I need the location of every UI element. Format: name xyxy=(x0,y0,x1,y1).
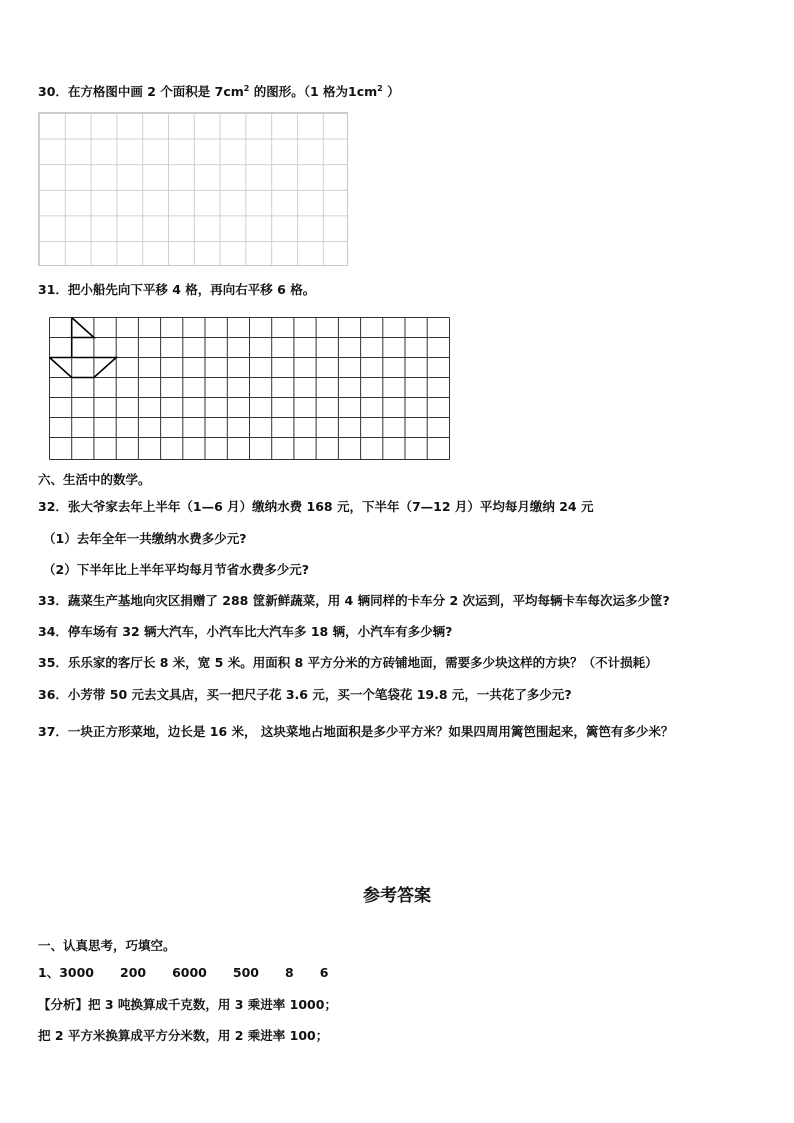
boat-shape xyxy=(50,318,117,378)
q30-text-after: ） xyxy=(382,84,400,99)
analysis-line-1: 【分析】把 3 吨换算成千克数，用 3 乘进率 1000； xyxy=(38,997,337,1012)
question-31: 31．把小船先向下平移 4 格，再向右平移 6 格。 xyxy=(38,282,316,297)
answer-1-value: 500 xyxy=(232,965,259,980)
q30-superscript-1: 2 xyxy=(243,83,250,93)
analysis-line-2: 把 2 平方米换算成平方分米数，用 2 乘进率 100； xyxy=(38,1028,329,1043)
question-32: 32．张大爷家去年上半年（1—6 月）缴纳水费 168 元，下半年（7—12 月）平均每月缴纳 24 元 xyxy=(38,499,594,514)
q30-text-before: 30．在方格图中画 2 个面积是 7cm xyxy=(38,84,244,99)
boat-hull xyxy=(50,358,117,378)
question-35: 35．乐乐家的客厅长 8 米，宽 5 米。用面积 8 平方分米的方砖铺地面，需要多少块这样的方块？（不计损耗） xyxy=(38,655,658,670)
q30-superscript-2: 2 xyxy=(377,83,383,93)
drawing-grid-q30 xyxy=(38,112,348,266)
question-30 xyxy=(38,84,400,100)
answer-1-value: 6000 xyxy=(172,965,207,980)
answer-1-value: 8 xyxy=(284,965,294,980)
question-33: 33．蔬菜生产基地向灾区捐赠了 288 筐新鲜蔬菜，用 4 辆同样的卡车分 2 次运到，平均每辆卡车每次运多少筐? xyxy=(38,593,670,608)
answer-1 xyxy=(38,965,328,981)
section-6-heading: 六、生活中的数学。 xyxy=(38,472,151,487)
q30-text-middle: 的图形。（1 格为1cm xyxy=(249,84,378,99)
answer-1-value: 6 xyxy=(319,965,329,980)
question-34: 34．停车场有 32 辆大汽车，小汽车比大汽车多 18 辆，小汽车有多少辆? xyxy=(38,624,453,639)
answers-section-1-heading: 一、认真思考，巧填空。 xyxy=(38,938,176,953)
question-36: 36．小芳带 50 元去文具店，买一把尺子花 3.6 元，买一个笔袋花 19.8 元，一共花了多少元? xyxy=(38,687,572,702)
boat-grid-q31 xyxy=(49,317,451,461)
question-32-part-1: （1）去年全年一共缴纳水费多少元? xyxy=(43,531,247,546)
answer-1-value: 200 xyxy=(120,965,147,980)
boat-sail xyxy=(72,318,94,338)
answers-title: 参考答案 xyxy=(363,886,431,906)
boat-grid-lines xyxy=(50,318,450,460)
answer-1-label: 1、 xyxy=(38,965,60,980)
answer-1-value: 3000 xyxy=(59,965,94,980)
question-37: 37．一块正方形菜地，边长是 16 米， 这块菜地占地面积是多少平方米？如果四周用篱笆围起来，篱笆有多少米？ xyxy=(38,724,674,739)
question-32-part-2: （2）下半年比上半年平均每月节省水费多少元? xyxy=(43,562,309,577)
